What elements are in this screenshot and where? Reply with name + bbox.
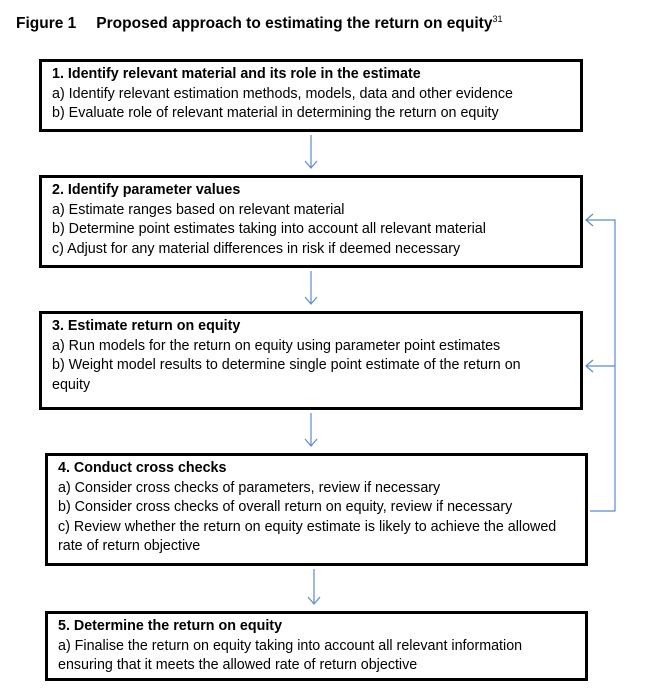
feedback-loop — [586, 214, 615, 511]
step-4-item-c: c) Review whether the return on equity estimate is likely to achieve the allowed rate of return objective — [58, 518, 557, 554]
step-4-item-a: a) Consider cross checks of parameters, review if necessary — [58, 479, 441, 496]
figure-title-text: Proposed approach to estimating the return on equity — [96, 15, 493, 33]
figure-label: Figure 1 — [16, 15, 77, 33]
step-3-title: 3. Estimate return on equity — [52, 318, 241, 334]
step-2-item-a: a) Estimate ranges based on relevant material — [52, 201, 345, 218]
arrow-step-1-to-2 — [305, 135, 317, 168]
step-1-item-a: a) Identify relevant estimation methods, models, data and other evidence — [52, 85, 513, 102]
step-2-item-b: b) Determine point estimates taking into account all relevant material — [52, 221, 486, 237]
arrow-step-3-to-4 — [305, 413, 317, 446]
step-3-item-b: b) Weight model results to determine single point estimate of the return on equity — [52, 357, 521, 393]
step-5-item-a: a) Finalise the return on equity taking into account all relevant information ensuring that it meets the allowed rate of return objective — [58, 637, 523, 673]
arrow-step-2-to-3 — [305, 271, 317, 304]
step-3-item-a: a) Run models for the return on equity using parameter point estimates — [52, 337, 501, 354]
step-2-title: 2. Identify parameter values — [52, 182, 241, 198]
step-1-item-b: b) Evaluate role of relevant material in determining the return on equity — [52, 105, 499, 121]
step-2-item-c: c) Adjust for any material differences in risk if deemed necessary — [52, 240, 461, 257]
step-4-title: 4. Conduct cross checks — [58, 460, 227, 476]
footnote-marker: 31 — [492, 14, 503, 24]
step-4-item-b: b) Consider cross checks of overall return on equity, review if necessary — [58, 499, 513, 515]
arrow-step-4-to-5 — [308, 569, 320, 604]
step-5-title: 5. Determine the return on equity — [58, 618, 283, 634]
step-1-title: 1. Identify relevant material and its role in the estimate — [52, 66, 421, 82]
